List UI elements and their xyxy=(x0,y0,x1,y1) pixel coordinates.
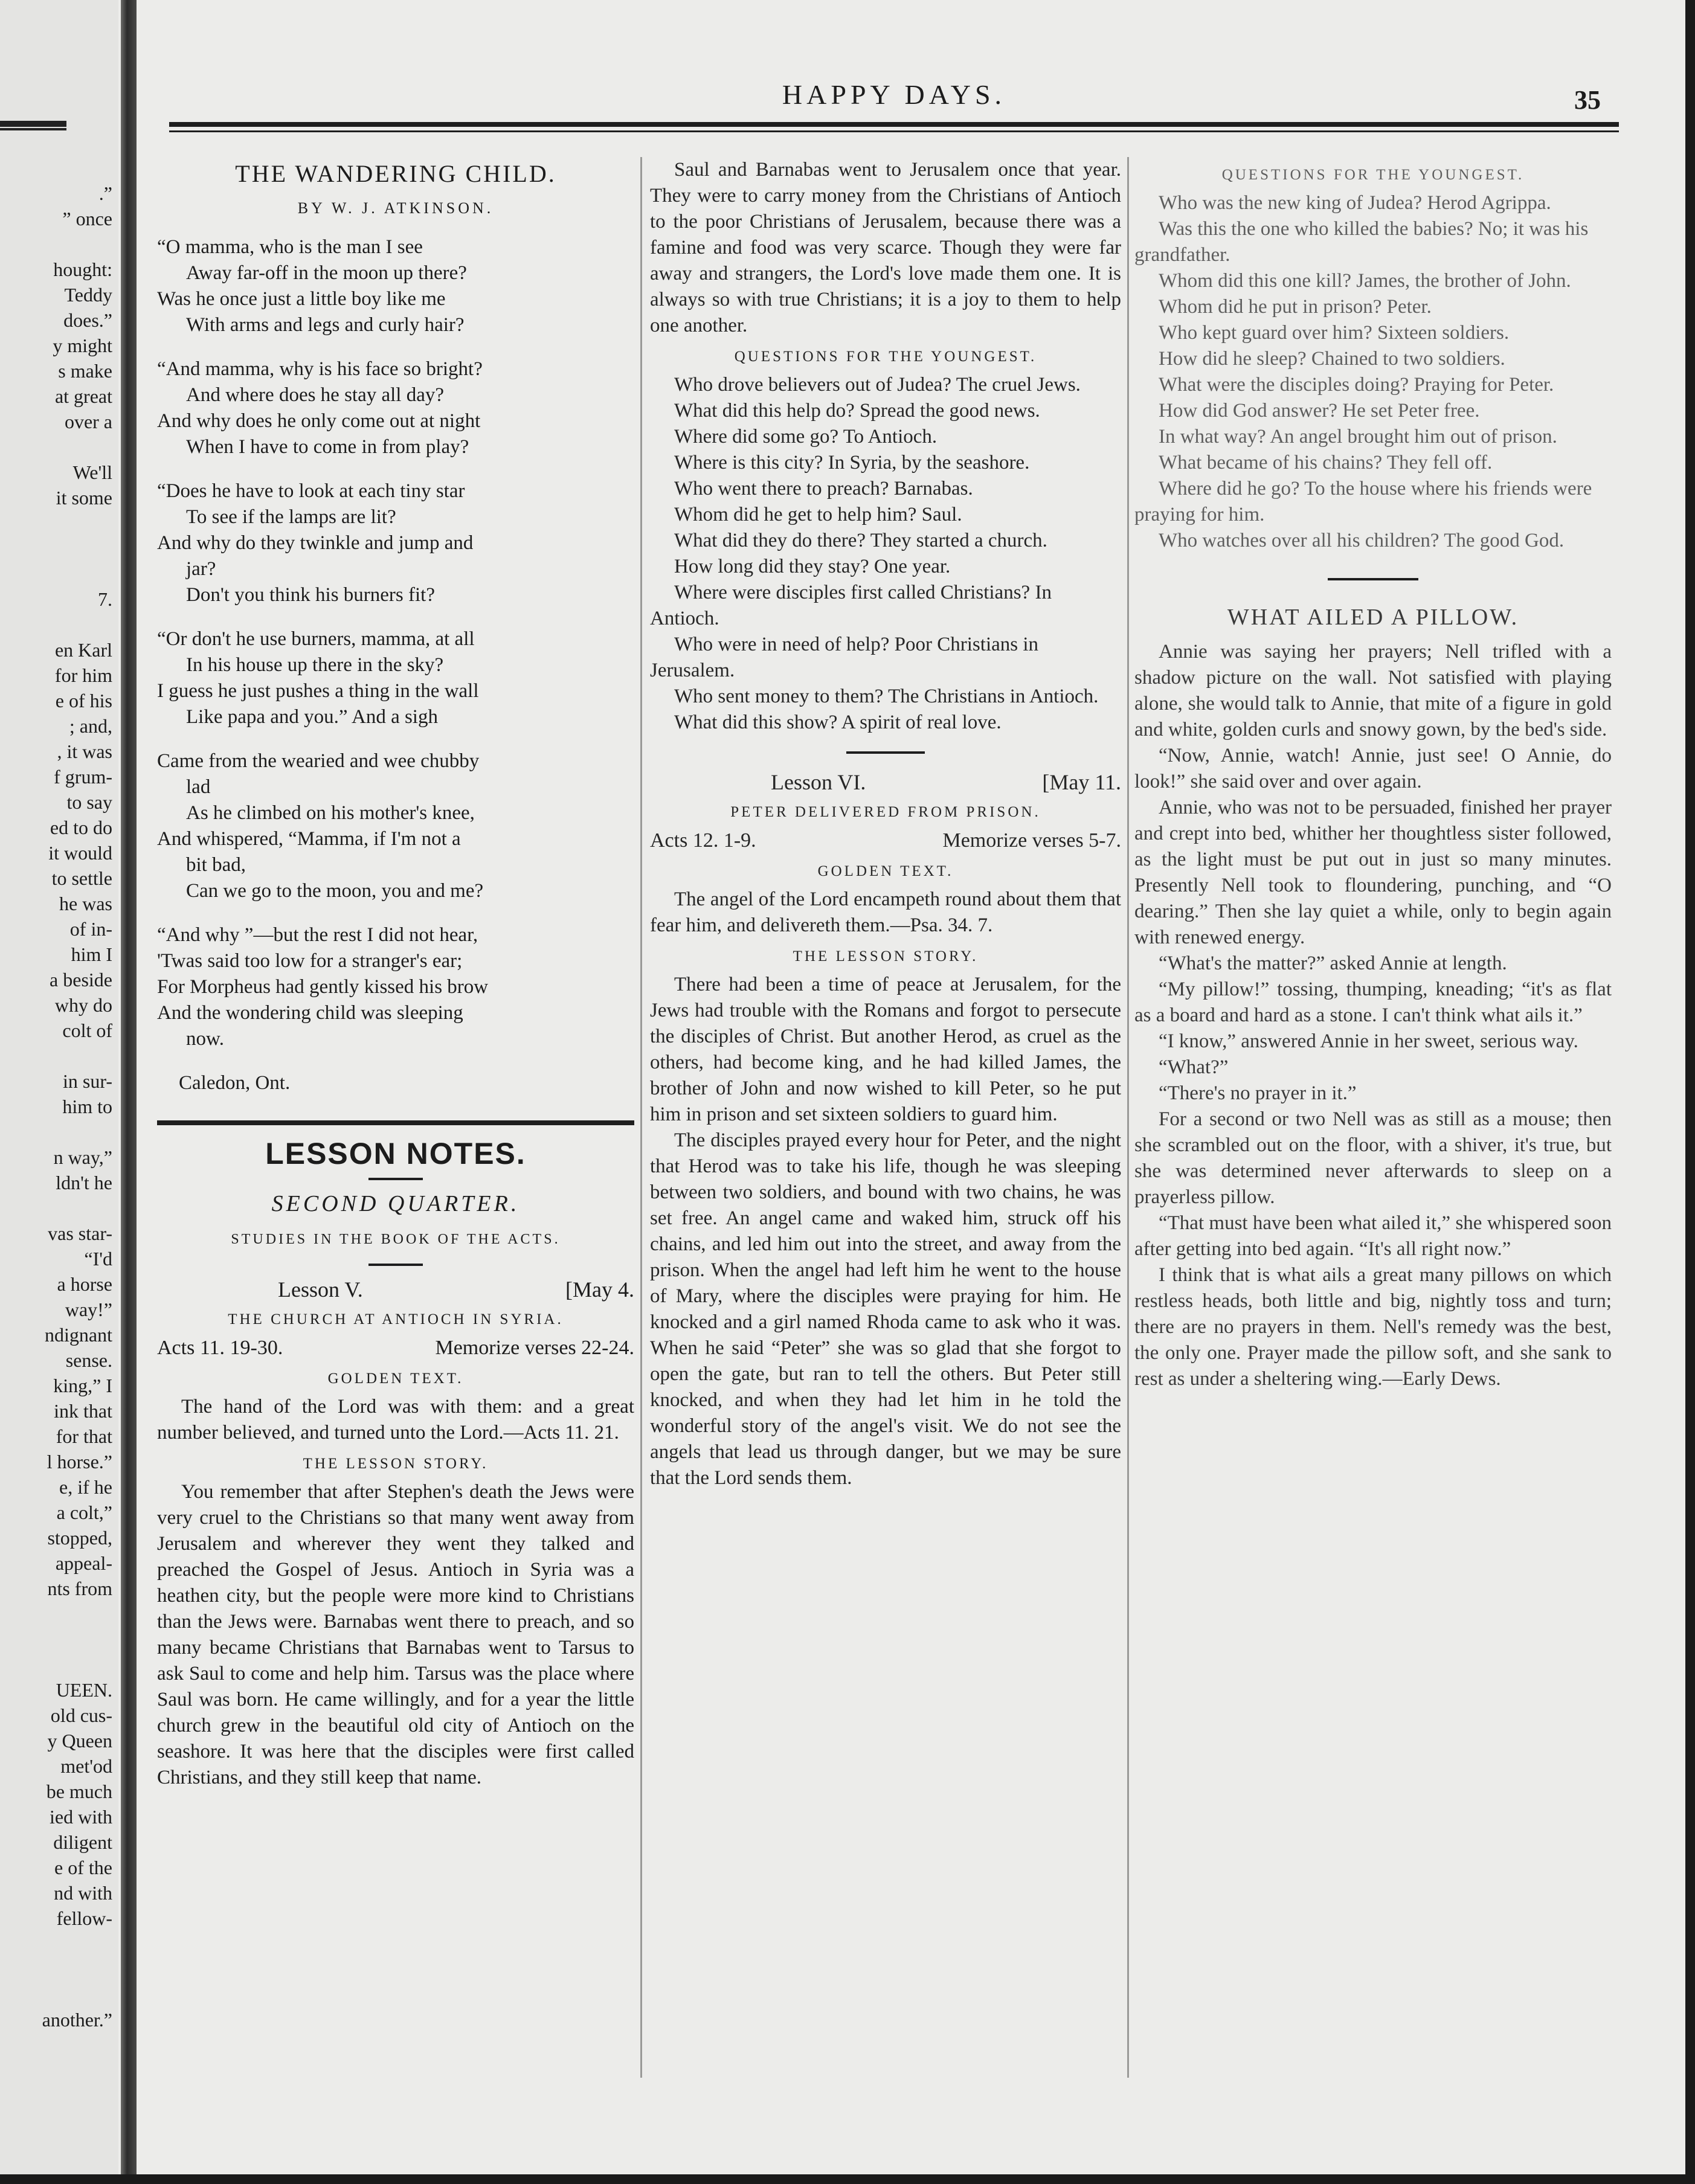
previous-page-line: him to xyxy=(62,1096,112,1117)
poem-line: 'Twas said too low for a stranger's ear; xyxy=(157,950,463,972)
poem-stanza xyxy=(157,748,634,904)
question-answer: Where were disciples first called Christians? In Antioch. xyxy=(650,582,1052,629)
lesson6-reference: Acts 12. 1-9. xyxy=(650,829,756,852)
column-divider-2 xyxy=(1127,157,1129,2078)
poem-line: “Does he have to look at each tiny star xyxy=(157,480,465,502)
poem-line: And why do they twinkle and jump and xyxy=(157,532,474,554)
previous-page-rule xyxy=(0,121,66,127)
running-title: HAPPY DAYS. xyxy=(782,79,1006,110)
previous-page-line: old cus- xyxy=(50,1704,112,1726)
previous-page-line: ed to do xyxy=(50,817,112,838)
poem-line: When I have to come in from play? xyxy=(186,436,469,458)
previous-page-line: vas star- xyxy=(48,1222,112,1244)
previous-page-line: a horse xyxy=(57,1273,112,1295)
question-answer: Who were in need of help? Poor Christians in Jerusalem. xyxy=(650,634,1039,681)
question-answer: Where is this city? In Syria, by the seashore. xyxy=(674,452,1030,474)
poem-line: “Or don't he use burners, mamma, at all xyxy=(157,628,475,650)
poem-line: In his house up there in the sky? xyxy=(186,654,444,676)
poem-line: And why does he only come out at night xyxy=(157,410,481,432)
question-answer: How did he sleep? Chained to two soldiers. xyxy=(1159,348,1505,370)
poem-place: Caledon, Ont. xyxy=(179,1072,291,1094)
lesson5-date: [May 4. xyxy=(565,1277,634,1302)
previous-page-line: appeal- xyxy=(55,1552,112,1574)
question-answer: What became of his chains? They fell off. xyxy=(1159,452,1493,474)
header-rule-thin xyxy=(169,130,1619,132)
question-answer: Whom did he get to help him? Saul. xyxy=(674,504,962,525)
previous-page-line: e of his xyxy=(55,690,112,711)
lesson6-subject: PETER DELIVERED FROM PRISON. xyxy=(730,804,1041,820)
question-answer: What did they do there? They started a church. xyxy=(674,530,1047,551)
page-header xyxy=(169,72,1619,139)
header-rule-thick xyxy=(169,122,1619,127)
previous-page-line: way!” xyxy=(65,1299,112,1320)
question-answer: How did God answer? He set Peter free. xyxy=(1159,400,1480,422)
previous-page-line: of in- xyxy=(69,918,112,940)
question-answer: Where did he go? To the house where his friends were praying for him. xyxy=(1134,478,1592,525)
previous-page-line: e of the xyxy=(54,1857,112,1878)
question-answer: What did this show? A spirit of real love. xyxy=(674,711,1002,733)
question-answer: Where did some go? To Antioch. xyxy=(674,426,938,448)
poem-line: Came from the wearied and wee chubby xyxy=(157,750,480,772)
previous-page-rule xyxy=(0,128,66,130)
quarter-heading: SECOND QUARTER. xyxy=(271,1191,520,1216)
previous-page-line: be much xyxy=(46,1781,112,1802)
poem-line: “And why ”—but the rest I did not hear, xyxy=(157,924,478,946)
lesson6-reference-row xyxy=(650,827,1121,853)
poem-line: bit bad, xyxy=(186,854,246,876)
poem-line: Was he once just a little boy like me xyxy=(157,288,446,310)
previous-page-line: at great xyxy=(54,385,112,407)
lesson6-heading xyxy=(650,769,1121,795)
poem-line: Like papa and you.” And a sigh xyxy=(186,706,438,728)
previous-page-line: .” xyxy=(98,182,112,204)
previous-page-line: it would xyxy=(48,842,112,864)
question-answer: Whom did he put in prison? Peter. xyxy=(1159,296,1432,318)
pillow-story-paragraph: “I know,” answered Annie in her sweet, serious way. xyxy=(1159,1030,1578,1052)
pillow-story-paragraph: Annie, who was not to be persuaded, finished her prayer and crept into bed, whither her thoughtless sister followed, as the light must be put out in just so many minutes. Presently Nell took to floundering, punching, and “O dearing.” Then she lay quiet a while, only to begin again with renewed energy. xyxy=(1134,797,1612,948)
previous-page-line: to settle xyxy=(51,867,112,889)
previous-page-line: for him xyxy=(54,664,112,686)
previous-page-line: for that xyxy=(56,1425,112,1447)
pillow-story-paragraph: “That must have been what ailed it,” she whispered soon after getting into bed again. “It's all right now.” xyxy=(1134,1212,1612,1260)
page-gutter xyxy=(121,0,137,2174)
previous-page-line: sense. xyxy=(65,1349,112,1371)
lesson6-golden-head: GOLDEN TEXT. xyxy=(817,863,954,879)
column-middle xyxy=(650,157,1121,2150)
poem-line: With arms and legs and curly hair? xyxy=(186,314,465,336)
pillow-story-paragraph: Annie was saying her prayers; Nell trifled with a shadow picture on the wall. Not satisfied with playing alone, she would talk to Annie, that mite of a figure in gold and white, golden curls and snowy gown, by the bed's side. xyxy=(1134,641,1612,740)
question-answer: What did this help do? Spread the good news. xyxy=(674,400,1040,422)
lesson6-story: There had been a time of peace at Jerusalem, for the Jews had trouble with the Romans and forgot to persecute the disciples of Christ. But another Herod, as cruel as the others, had become king, and he had killed James, the brother of John and now wished to kill Peter, so he put him in prison and set sixteen soldiers to guard him. xyxy=(650,974,1121,1125)
column-divider-1 xyxy=(640,157,642,2078)
previous-page-line: ; and, xyxy=(69,715,112,737)
column-right xyxy=(1134,157,1612,2150)
lesson5-subject: THE CHURCH AT ANTIOCH IN SYRIA. xyxy=(228,1311,564,1328)
previous-page-line: nd with xyxy=(54,1882,112,1904)
studies-heading: STUDIES IN THE BOOK OF THE ACTS. xyxy=(231,1232,561,1247)
poem-line: Away far-off in the moon up there? xyxy=(186,262,467,284)
poem-stanza xyxy=(157,922,634,1052)
previous-page-line: stopped, xyxy=(47,1527,112,1549)
previous-page-line: why do xyxy=(54,994,112,1016)
previous-page-line: y Queen xyxy=(47,1730,112,1752)
lesson6-questions-head: QUESTIONS FOR THE YOUNGEST. xyxy=(1221,167,1525,183)
poem-byline: BY W. J. ATKINSON. xyxy=(297,199,494,217)
previous-page-line: ink that xyxy=(54,1400,112,1422)
pillow-story-paragraph: “What?” xyxy=(1159,1056,1229,1078)
poem-line: Don't you think his burners fit? xyxy=(186,584,435,606)
question-answer: Who sent money to them? The Christians in Antioch. xyxy=(674,686,1099,707)
pillow-story-paragraph: “What's the matter?” asked Annie at length. xyxy=(1159,952,1507,974)
pillow-story-title: WHAT AILED A PILLOW. xyxy=(1227,605,1519,630)
lesson5-heading xyxy=(157,1277,634,1303)
section-rule xyxy=(157,1120,634,1125)
previous-page-line: en Karl xyxy=(54,639,112,661)
previous-page-line: over a xyxy=(64,411,112,432)
poem-line: jar? xyxy=(186,558,216,580)
previous-page-column xyxy=(0,0,118,2174)
lesson6-date: [May 11. xyxy=(1042,770,1121,794)
question-answer: Whom did this one kill? James, the brother of John. xyxy=(1159,270,1571,292)
lesson5-golden-head: GOLDEN TEXT. xyxy=(327,1370,464,1387)
lesson5-story: You remember that after Stephen's death the Jews were very cruel to the Christians so that many went away from Jerusalem and wherever they went they talked and preached the Gospel of Jesus. Antioch in Syria was a heathen city, but the people were more kind to Christians than the Jews were. Barnabas went there to preach, and so many became Christians that Barnabas went to Tarsus to ask Saul to come and help him. Tarsus was the place where Saul was born. He came willingly, and for a year the little church grew in the beautiful old city of Antioch on the seashore. It was here that the disciples were first called Christians, and they still keep that name. xyxy=(157,1481,634,1788)
poem-line: To see if the lamps are lit? xyxy=(186,506,396,528)
question-answer: What were the disciples doing? Praying for Peter. xyxy=(1159,374,1554,396)
previous-page-line: s make xyxy=(58,360,112,382)
short-rule xyxy=(846,751,925,754)
poem-line: lad xyxy=(186,776,211,798)
poem-line: “And mamma, why is his face so bright? xyxy=(157,358,483,380)
poem-line: “O mamma, who is the man I see xyxy=(157,236,423,258)
lesson6-memorize: Memorize verses 5-7. xyxy=(942,829,1121,852)
poem-line: And the wondering child was sleeping xyxy=(157,1002,463,1024)
previous-page-line: Teddy xyxy=(64,284,112,306)
previous-page-line: king,” I xyxy=(53,1375,112,1396)
poem-line: I guess he just pushes a thing in the wall xyxy=(157,680,479,702)
lesson6-golden-text: The angel of the Lord encampeth round about them that fear him, and delivereth them.—Psa. 34. 7. xyxy=(650,888,1121,936)
lesson6-questions xyxy=(1134,190,1612,554)
previous-page-line: diligent xyxy=(53,1831,112,1853)
lesson-notes-title: LESSON NOTES. xyxy=(265,1137,526,1171)
column-left xyxy=(157,157,634,2150)
lesson5-memorize: Memorize verses 22-24. xyxy=(435,1337,634,1359)
previous-page-line: n way,” xyxy=(53,1146,112,1168)
poem-stanza xyxy=(157,234,634,338)
previous-page-line: does.” xyxy=(63,309,112,331)
pillow-story-paragraph: “Now, Annie, watch! Annie, just see! O Annie, do look!” she said over and over again. xyxy=(1134,745,1612,792)
previous-page-line: a colt,” xyxy=(56,1502,112,1523)
previous-page-line: UEEN. xyxy=(56,1679,112,1701)
lesson6-story-head: THE LESSON STORY. xyxy=(793,948,979,965)
previous-page-line: nts from xyxy=(47,1578,112,1599)
previous-page-line: We'll xyxy=(72,461,112,483)
previous-page-line: it some xyxy=(56,487,112,509)
previous-page-line: met'od xyxy=(60,1755,112,1777)
lesson6-story2: The disciples prayed every hour for Peter, and the night that Herod was to take his life, though he was sleeping between two soldiers, and bound with two chains, he was set free. An angel came and waked him, struck off his chains, and led him out into the street, and away from the prison. When the angel had left him he went to the house of Mary, where the disciples were praying for him. He knocked and a girl named Rhoda came to ask who it was. When he said “Peter” she was so glad that she forgot to open the gate, but ran to tell the others. But Peter still knocked, and when they had let him in he told the wonderful story of the angel's visit. We do not see the angels that lead us through danger, but we may be sure that the Lord sends them. xyxy=(650,1129,1121,1489)
lesson5-story2: Saul and Barnabas went to Jerusalem once that year. They were to carry money from the Christians of Antioch to the poor Christians of Jerusalem, because there was a famine and food was very scarce. Though they were far away and strangers, the Lord's love made them one. It is always so with true Christians; it is a joy to them to help one another. xyxy=(650,159,1121,336)
poem-line: For Morpheus had gently kissed his brow xyxy=(157,976,489,998)
poem-line: And where does he stay all day? xyxy=(186,384,445,406)
lesson5-story-head: THE LESSON STORY. xyxy=(303,1456,489,1472)
lesson5-reference-row xyxy=(157,1335,634,1361)
question-answer: Who went there to preach? Barnabas. xyxy=(674,478,973,499)
pillow-story-body xyxy=(1134,639,1612,1392)
lesson5-reference: Acts 11. 19-30. xyxy=(157,1337,283,1359)
previous-page-line: a beside xyxy=(50,969,112,991)
previous-page-line: ied with xyxy=(50,1806,112,1828)
poem-line: And whispered, “Mamma, if I'm not a xyxy=(157,828,461,850)
previous-page-line: fellow- xyxy=(56,1907,112,1929)
previous-page-line: 7. xyxy=(98,588,112,610)
poem-stanza xyxy=(157,478,634,608)
page-number: 35 xyxy=(1574,85,1601,115)
previous-page-line: hought: xyxy=(53,259,112,280)
previous-page-line: “I'd xyxy=(84,1248,112,1270)
lesson6-number: Lesson VI. xyxy=(771,770,866,794)
question-answer: In what way? An angel brought him out of prison. xyxy=(1159,426,1557,448)
pillow-story-paragraph: “My pillow!” tossing, thumping, kneading; “it's as flat as a board and hard as a stone. I can't think what ails it.” xyxy=(1134,978,1612,1026)
previous-page-line: f grum- xyxy=(54,766,112,788)
previous-page-line: ndignant xyxy=(45,1324,112,1346)
previous-page-line: , it was xyxy=(57,740,112,762)
previous-page-line: in sur- xyxy=(62,1070,112,1092)
question-answer: Who watches over all his children? The good God. xyxy=(1159,530,1565,551)
lesson5-golden-text: The hand of the Lord was with them: and a great number believed, and turned unto the Lord.—Acts 11. 21. xyxy=(157,1396,634,1444)
pillow-story-paragraph: I think that is what ails a great many pillows on which restless heads, both little and big, nightly toss and turn; there are no prayers in them. Nell's remedy was the best, the only one. Prayer made the pillow soft, and she sank to rest as under a sheltering wing.—Early Dews. xyxy=(1134,1264,1612,1390)
question-answer: Who kept guard over him? Sixteen soldiers. xyxy=(1159,322,1510,344)
short-rule xyxy=(1328,578,1418,580)
question-answer: Who drove believers out of Judea? The cruel Jews. xyxy=(674,374,1081,396)
poem-line: now. xyxy=(186,1028,224,1050)
lesson5-number: Lesson V. xyxy=(278,1277,363,1302)
previous-page-line: l horse.” xyxy=(47,1451,112,1473)
poem-line: Can we go to the moon, you and me? xyxy=(186,880,484,902)
poem-body xyxy=(157,234,634,1052)
question-answer: Who was the new king of Judea? Herod Agrippa. xyxy=(1159,192,1551,214)
poem-stanza xyxy=(157,626,634,730)
previous-page-line: e, if he xyxy=(59,1476,112,1498)
lesson5-questions-head: QUESTIONS FOR THE YOUNGEST. xyxy=(734,348,1037,365)
question-answer: How long did they stay? One year. xyxy=(674,556,951,577)
poem-title: THE WANDERING CHILD. xyxy=(235,160,556,187)
previous-page-line: another.” xyxy=(42,2009,112,2031)
previous-page-line: he was xyxy=(59,893,112,914)
previous-page-line: him I xyxy=(71,943,112,965)
pillow-story-paragraph: For a second or two Nell was as still as a mouse; then she scrambled out on the floor, with a shiver, it's true, but she was determined never afterwards to sleep on a prayerless pillow. xyxy=(1134,1108,1612,1208)
short-rule xyxy=(368,1178,423,1180)
short-rule xyxy=(368,1264,423,1266)
lesson5-questions xyxy=(650,372,1121,736)
pillow-story-paragraph: “There's no prayer in it.” xyxy=(1159,1082,1357,1104)
poem-line: As he climbed on his mother's knee, xyxy=(186,802,475,824)
poem-stanza xyxy=(157,356,634,460)
previous-page-line: ldn't he xyxy=(56,1172,112,1193)
previous-page-line: to say xyxy=(66,791,112,813)
previous-page-line: colt of xyxy=(62,1020,112,1041)
previous-page-line: y might xyxy=(53,335,112,356)
question-answer: Was this the one who killed the babies? No; it was his grandfather. xyxy=(1134,218,1589,266)
previous-page-line: ” once xyxy=(62,208,112,230)
